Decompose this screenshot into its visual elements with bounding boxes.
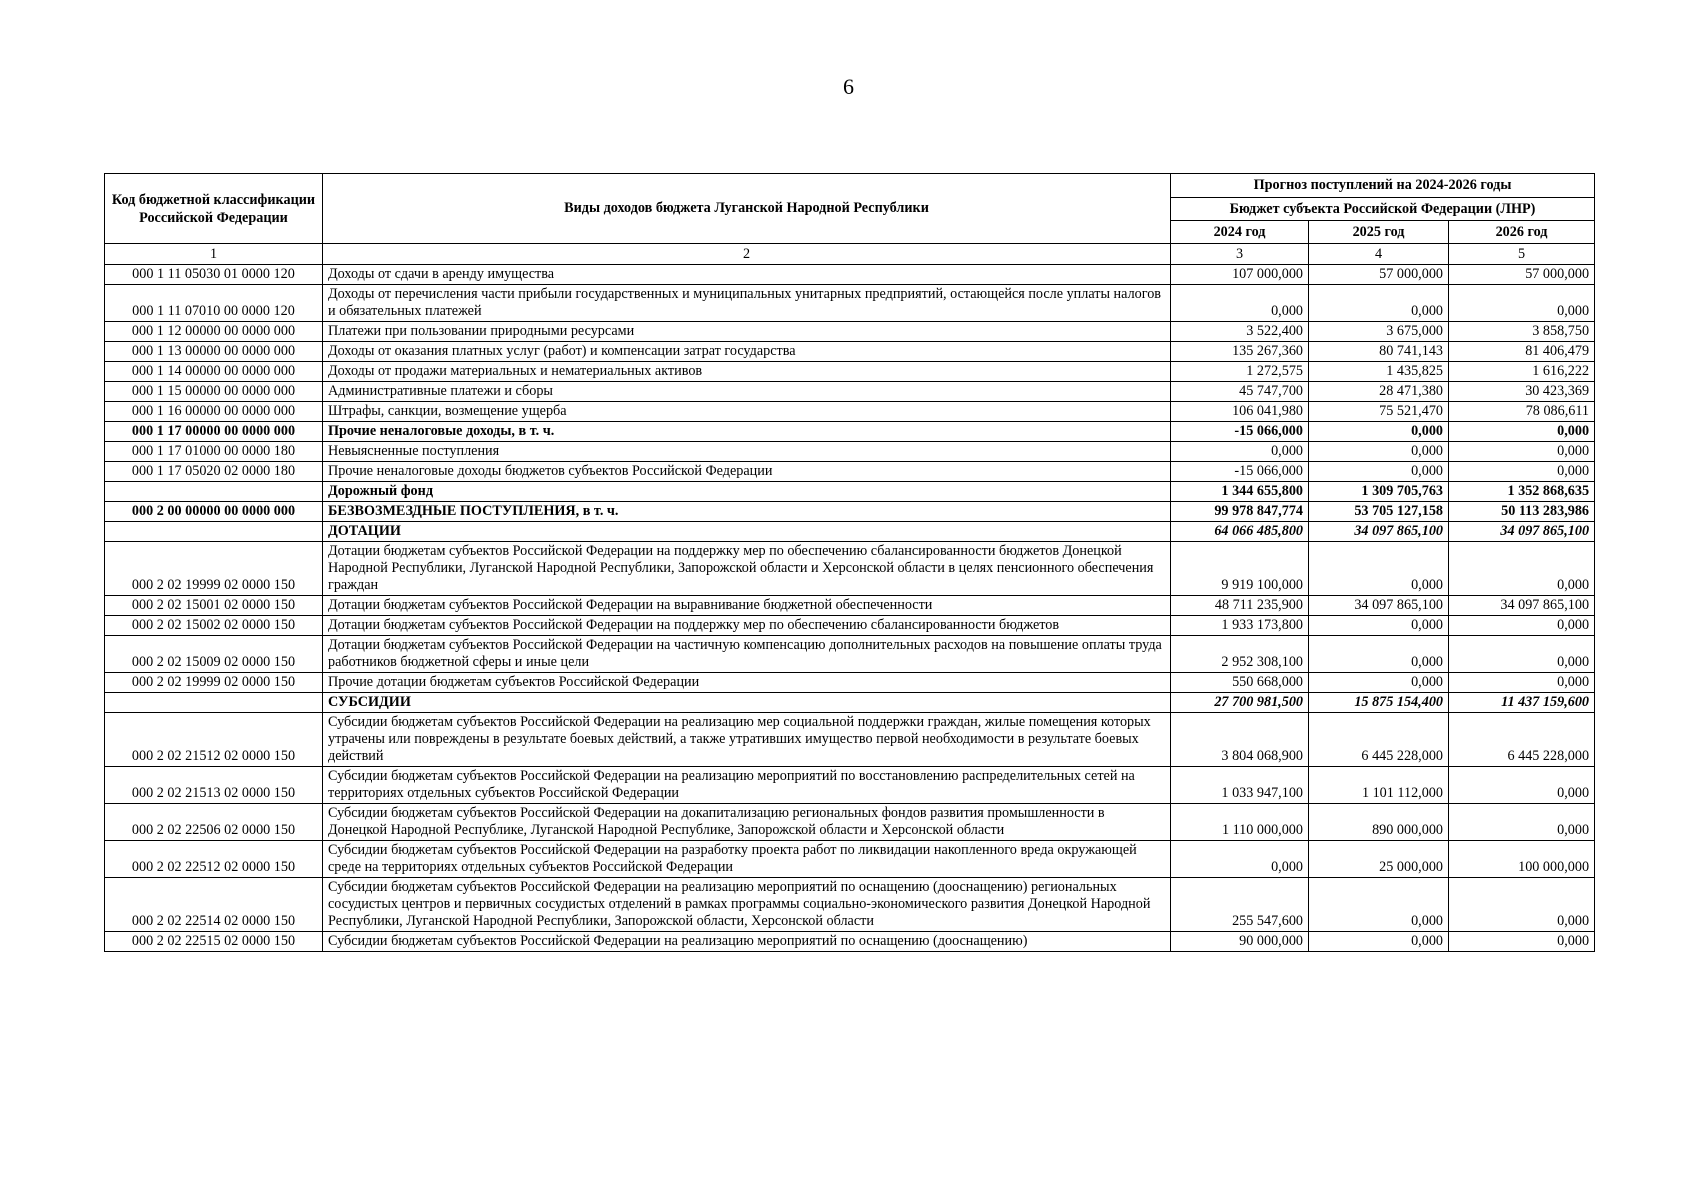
table-row <box>105 841 1595 878</box>
header-forecast: Прогноз поступлений на 2024-2026 годы <box>1171 174 1595 198</box>
row-code: 000 2 02 19999 02 0000 150 <box>105 673 323 693</box>
table-row <box>105 636 1595 673</box>
table-row <box>105 596 1595 616</box>
row-value-2026: 0,000 <box>1449 542 1595 596</box>
table-row <box>105 693 1595 713</box>
row-description: Невыясненные поступления <box>323 442 1171 462</box>
row-value-2026: 0,000 <box>1449 804 1595 841</box>
row-value-2024: 255 547,600 <box>1171 878 1309 932</box>
row-value-2024: 3 522,400 <box>1171 322 1309 342</box>
row-value-2024: 106 041,980 <box>1171 402 1309 422</box>
row-value-2026: 11 437 159,600 <box>1449 693 1595 713</box>
row-code: 000 2 02 21513 02 0000 150 <box>105 767 323 804</box>
row-value-2025: 34 097 865,100 <box>1309 596 1449 616</box>
row-value-2024: 0,000 <box>1171 285 1309 322</box>
row-value-2025: 0,000 <box>1309 636 1449 673</box>
row-value-2025: 0,000 <box>1309 442 1449 462</box>
table-body <box>105 265 1595 952</box>
row-description: Дотации бюджетам субъектов Российской Федерации на частичную компенсацию дополнительных расходов на повышение оплаты труда работников бюджетной сферы и иные цели <box>323 636 1171 673</box>
row-value-2025: 0,000 <box>1309 616 1449 636</box>
row-description: СУБСИДИИ <box>323 693 1171 713</box>
table-row <box>105 878 1595 932</box>
row-value-2025: 0,000 <box>1309 285 1449 322</box>
row-code: 000 1 17 01000 00 0000 180 <box>105 442 323 462</box>
row-value-2025: 80 741,143 <box>1309 342 1449 362</box>
table-row <box>105 342 1595 362</box>
row-value-2026: 0,000 <box>1449 767 1595 804</box>
row-code: 000 2 02 21512 02 0000 150 <box>105 713 323 767</box>
row-value-2025: 28 471,380 <box>1309 382 1449 402</box>
table-row <box>105 482 1595 502</box>
column-number: 1 <box>105 244 323 265</box>
row-description: Прочие неналоговые доходы, в т. ч. <box>323 422 1171 442</box>
row-value-2026: 34 097 865,100 <box>1449 522 1595 542</box>
header-budget: Бюджет субъекта Российской Федерации (ЛНР) <box>1171 198 1595 221</box>
row-value-2024: 550 668,000 <box>1171 673 1309 693</box>
row-value-2024: 107 000,000 <box>1171 265 1309 285</box>
row-value-2026: 0,000 <box>1449 422 1595 442</box>
table-row <box>105 382 1595 402</box>
row-code: 000 1 15 00000 00 0000 000 <box>105 382 323 402</box>
row-value-2024: 1 344 655,800 <box>1171 482 1309 502</box>
table-header <box>105 174 1595 265</box>
row-value-2024: 2 952 308,100 <box>1171 636 1309 673</box>
table-row <box>105 322 1595 342</box>
table-row <box>105 616 1595 636</box>
row-description: Доходы от перечисления части прибыли государственных и муниципальных унитарных предприятий, остающейся после уплаты налогов и обязательных платежей <box>323 285 1171 322</box>
row-value-2025: 57 000,000 <box>1309 265 1449 285</box>
row-code: 000 2 02 15001 02 0000 150 <box>105 596 323 616</box>
row-description: Штрафы, санкции, возмещение ущерба <box>323 402 1171 422</box>
row-value-2025: 3 675,000 <box>1309 322 1449 342</box>
row-code <box>105 482 323 502</box>
column-number: 5 <box>1449 244 1595 265</box>
row-code: 000 2 02 22512 02 0000 150 <box>105 841 323 878</box>
row-value-2024: 45 747,700 <box>1171 382 1309 402</box>
row-value-2024: 3 804 068,900 <box>1171 713 1309 767</box>
row-value-2024: 135 267,360 <box>1171 342 1309 362</box>
row-code: 000 1 12 00000 00 0000 000 <box>105 322 323 342</box>
row-value-2025: 25 000,000 <box>1309 841 1449 878</box>
row-description: БЕЗВОЗМЕЗДНЫЕ ПОСТУПЛЕНИЯ, в т. ч. <box>323 502 1171 522</box>
table-row <box>105 462 1595 482</box>
table-row <box>105 713 1595 767</box>
row-value-2026: 0,000 <box>1449 673 1595 693</box>
row-value-2025: 0,000 <box>1309 422 1449 442</box>
row-value-2024: 9 919 100,000 <box>1171 542 1309 596</box>
budget-table <box>104 173 1595 952</box>
row-value-2025: 53 705 127,158 <box>1309 502 1449 522</box>
row-value-2025: 1 101 112,000 <box>1309 767 1449 804</box>
table-row <box>105 422 1595 442</box>
row-value-2026: 50 113 283,986 <box>1449 502 1595 522</box>
column-number: 4 <box>1309 244 1449 265</box>
row-value-2025: 0,000 <box>1309 542 1449 596</box>
row-value-2025: 34 097 865,100 <box>1309 522 1449 542</box>
row-value-2026: 0,000 <box>1449 442 1595 462</box>
row-code: 000 2 02 22506 02 0000 150 <box>105 804 323 841</box>
row-code: 000 1 17 05020 02 0000 180 <box>105 462 323 482</box>
row-value-2024: 0,000 <box>1171 841 1309 878</box>
row-description: Доходы от сдачи в аренду имущества <box>323 265 1171 285</box>
row-value-2024: -15 066,000 <box>1171 462 1309 482</box>
row-value-2026: 3 858,750 <box>1449 322 1595 342</box>
row-value-2026: 34 097 865,100 <box>1449 596 1595 616</box>
row-value-2025: 0,000 <box>1309 462 1449 482</box>
row-description: Платежи при пользовании природными ресурсами <box>323 322 1171 342</box>
row-code: 000 1 13 00000 00 0000 000 <box>105 342 323 362</box>
table-row <box>105 522 1595 542</box>
row-code: 000 1 17 00000 00 0000 000 <box>105 422 323 442</box>
page-number: 6 <box>843 74 854 99</box>
row-value-2026: 78 086,611 <box>1449 402 1595 422</box>
row-value-2025: 0,000 <box>1309 932 1449 952</box>
table-row <box>105 442 1595 462</box>
row-code <box>105 693 323 713</box>
row-value-2024: 90 000,000 <box>1171 932 1309 952</box>
table-row <box>105 362 1595 382</box>
row-value-2024: 27 700 981,500 <box>1171 693 1309 713</box>
row-code: 000 2 02 22514 02 0000 150 <box>105 878 323 932</box>
table-row <box>105 767 1595 804</box>
table-row <box>105 804 1595 841</box>
row-value-2024: -15 066,000 <box>1171 422 1309 442</box>
row-description: Субсидии бюджетам субъектов Российской Федерации на реализацию мероприятий по оснащению (дооснащению) региональных сосудистых центров и первичных сосудистых отделений в рамках программы социально-экономического развития Донецкой Народной Республики, Луганской Народной Республики, Запорожской области, Херсонской области <box>323 878 1171 932</box>
table-row <box>105 285 1595 322</box>
table-row <box>105 932 1595 952</box>
row-value-2024: 64 066 485,800 <box>1171 522 1309 542</box>
row-value-2026: 0,000 <box>1449 616 1595 636</box>
row-code: 000 2 02 22515 02 0000 150 <box>105 932 323 952</box>
column-number: 3 <box>1171 244 1309 265</box>
row-code: 000 1 11 05030 01 0000 120 <box>105 265 323 285</box>
row-value-2026: 100 000,000 <box>1449 841 1595 878</box>
row-value-2024: 1 272,575 <box>1171 362 1309 382</box>
header-year-2025: 2025 год <box>1309 221 1449 244</box>
row-code: 000 2 00 00000 00 0000 000 <box>105 502 323 522</box>
row-code: 000 1 14 00000 00 0000 000 <box>105 362 323 382</box>
row-value-2026: 0,000 <box>1449 462 1595 482</box>
row-description: Субсидии бюджетам субъектов Российской Федерации на разработку проекта работ по ликвидации накопленного вреда окружающей среде на территориях отдельных субъектов Российской Федерации <box>323 841 1171 878</box>
table-row <box>105 265 1595 285</box>
row-value-2024: 99 978 847,774 <box>1171 502 1309 522</box>
row-description: ДОТАЦИИ <box>323 522 1171 542</box>
row-description: Дотации бюджетам субъектов Российской Федерации на поддержку мер по обеспечению сбалансированности бюджетов Донецкой Народной Республики, Луганской Народной Республики, Запорожской области и Херсонской области в целях пенсионного обеспечения граждан <box>323 542 1171 596</box>
row-description: Доходы от оказания платных услуг (работ) и компенсации затрат государства <box>323 342 1171 362</box>
row-description: Прочие дотации бюджетам субъектов Российской Федерации <box>323 673 1171 693</box>
row-value-2025: 15 875 154,400 <box>1309 693 1449 713</box>
row-value-2024: 1 033 947,100 <box>1171 767 1309 804</box>
row-code: 000 1 11 07010 00 0000 120 <box>105 285 323 322</box>
row-value-2024: 1 933 173,800 <box>1171 616 1309 636</box>
row-code: 000 2 02 19999 02 0000 150 <box>105 542 323 596</box>
header-year-2024: 2024 год <box>1171 221 1309 244</box>
row-value-2026: 30 423,369 <box>1449 382 1595 402</box>
row-description: Доходы от продажи материальных и нематериальных активов <box>323 362 1171 382</box>
row-value-2025: 75 521,470 <box>1309 402 1449 422</box>
row-value-2026: 0,000 <box>1449 636 1595 673</box>
row-value-2025: 0,000 <box>1309 673 1449 693</box>
row-value-2026: 81 406,479 <box>1449 342 1595 362</box>
row-description: Дотации бюджетам субъектов Российской Федерации на поддержку мер по обеспечению сбалансированности бюджетов <box>323 616 1171 636</box>
header-code: Код бюджетной классификации Российской Федерации <box>105 174 323 244</box>
row-value-2025: 890 000,000 <box>1309 804 1449 841</box>
row-value-2026: 6 445 228,000 <box>1449 713 1595 767</box>
row-value-2025: 6 445 228,000 <box>1309 713 1449 767</box>
row-value-2026: 57 000,000 <box>1449 265 1595 285</box>
row-value-2024: 0,000 <box>1171 442 1309 462</box>
row-code: 000 2 02 15009 02 0000 150 <box>105 636 323 673</box>
row-value-2025: 1 435,825 <box>1309 362 1449 382</box>
row-description: Субсидии бюджетам субъектов Российской Федерации на реализацию мероприятий по оснащению (дооснащению) <box>323 932 1171 952</box>
row-value-2025: 0,000 <box>1309 878 1449 932</box>
table-row <box>105 402 1595 422</box>
row-code <box>105 522 323 542</box>
header-year-2026: 2026 год <box>1449 221 1595 244</box>
row-code: 000 1 16 00000 00 0000 000 <box>105 402 323 422</box>
row-description: Субсидии бюджетам субъектов Российской Федерации на реализацию мер социальной поддержки граждан, жилые помещения которых утрачены или повреждены в результате боевых действий, а также утративших имущество первой необходимости в результате боевых действий <box>323 713 1171 767</box>
row-value-2026: 0,000 <box>1449 932 1595 952</box>
row-description: Субсидии бюджетам субъектов Российской Федерации на реализацию мероприятий по восстановлению распределительных сетей на территориях отдельных субъектов Российской Федерации <box>323 767 1171 804</box>
table-row <box>105 542 1595 596</box>
row-description: Дотации бюджетам субъектов Российской Федерации на выравнивание бюджетной обеспеченности <box>323 596 1171 616</box>
column-number: 2 <box>323 244 1171 265</box>
row-description: Субсидии бюджетам субъектов Российской Федерации на докапитализацию региональных фондов развития промышленности в Донецкой Народной Республике, Луганской Народной Республике, Запорожской области и Херсонской области <box>323 804 1171 841</box>
row-value-2024: 1 110 000,000 <box>1171 804 1309 841</box>
row-value-2026: 1 352 868,635 <box>1449 482 1595 502</box>
row-description: Прочие неналоговые доходы бюджетов субъектов Российской Федерации <box>323 462 1171 482</box>
row-code: 000 2 02 15002 02 0000 150 <box>105 616 323 636</box>
row-description: Дорожный фонд <box>323 482 1171 502</box>
row-value-2026: 0,000 <box>1449 878 1595 932</box>
header-description: Виды доходов бюджета Луганской Народной Республики <box>323 174 1171 244</box>
table-row <box>105 502 1595 522</box>
row-description: Административные платежи и сборы <box>323 382 1171 402</box>
row-value-2025: 1 309 705,763 <box>1309 482 1449 502</box>
row-value-2026: 1 616,222 <box>1449 362 1595 382</box>
table-row <box>105 673 1595 693</box>
row-value-2024: 48 711 235,900 <box>1171 596 1309 616</box>
row-value-2026: 0,000 <box>1449 285 1595 322</box>
